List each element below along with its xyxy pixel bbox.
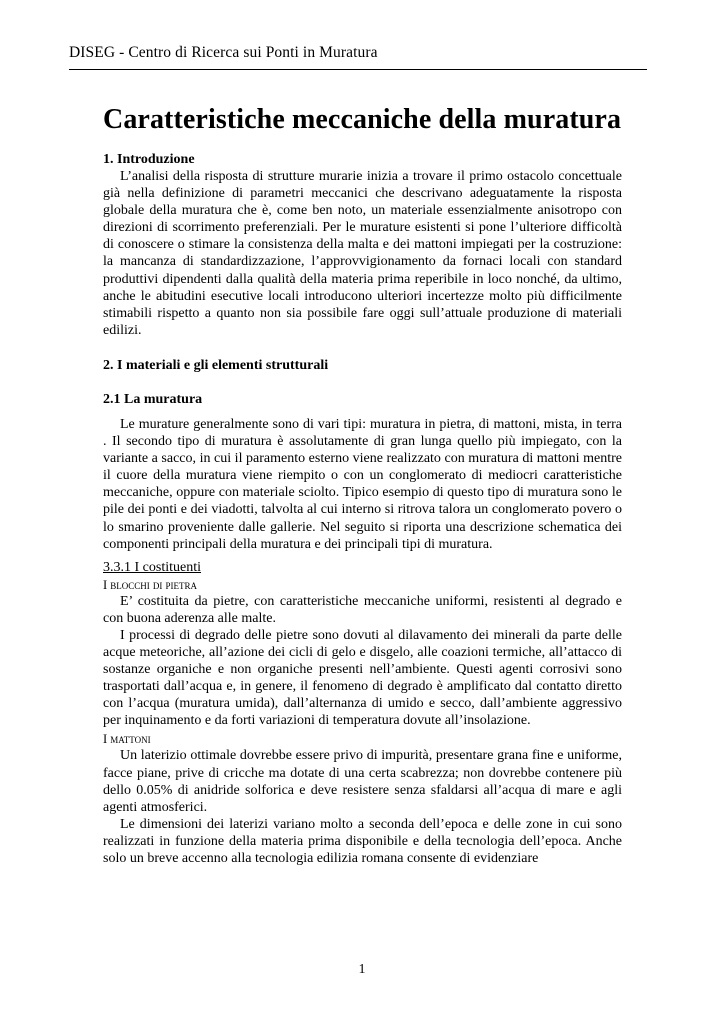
paragraph-mattoni-2: Le dimensioni dei laterizi variano molto a seconda dell’epoca e delle zone in cui sono realizzati in funzione della materia prima disponibile e della tecnologia dell’epoca. Anche solo un breve accenno alla tecnologia edilizia romana consente di evidenziare	[103, 816, 622, 866]
paragraph-introduzione: L’analisi della risposta di strutture murarie inizia a trovare il primo ostacolo concettuale già nella definizione di parametri meccanici che descrivano adeguatamente la risposta globale della muratura che è, come ben noto, un materiale essenzialmente anisotropo con direzioni di scorrimento preferenziali. Per le murature esistenti si pone l’ulteriore difficoltà di conoscere o stimare la consistenza della malta e dei mattoni impiegati per la costruzione: la mancanza di standardizzazione, l’approvvigionamento da fornaci locali con standard produttivi dipendenti dalla qualità della materia prima reperibile in loco nonché, da ultimo, anche le abitudini esecutive locali introducono ulteriori incertezze molto più difficilmente stimabili rispetto a quanto non sia possibile fare oggi sull’attuale produzione di materiali edilizi.	[103, 169, 622, 338]
subsection-heading-costituenti: 3.3.1 I costituenti	[103, 559, 201, 575]
section-heading-materiali: 2. I materiali e gli elementi strutturali	[103, 357, 329, 373]
running-header: DISEG - Centro di Ricerca sui Ponti in Muratura	[69, 44, 378, 61]
paragraph-mattoni-1: Un laterizio ottimale dovrebbe essere privo di impurità, presentare grana fine e uniforme, facce piane, prive di cricche ma dotate di una certa scabrezza; non dovrebbe contenere più dello 0.05% di anidride solforica e deve resistere senza sfaldarsi all’acqua di mare e agli agenti atmosferici.	[103, 748, 622, 815]
header-divider	[69, 69, 647, 70]
paragraph-blocchi-1: E’ costituita da pietre, con caratteristiche meccaniche uniformi, resistenti al degrado e con buona aderenza alle malte.	[103, 593, 622, 626]
subheading-blocchi-di-pietra: I blocchi di pietra	[103, 577, 198, 592]
section-heading-introduzione: 1. Introduzione	[103, 152, 195, 167]
subheading-mattoni: I mattoni	[103, 732, 151, 747]
document-body	[103, 100, 622, 867]
paragraph-muratura: Le murature generalmente sono di vari tipi: muratura in pietra, di mattoni, mista, in terra . Il secondo tipo di muratura è assolutamente di gran lunga quello più impiegato, con la variante a sacco, in cui il paramento esterno viene realizzato con muratura di mattoni mentre il cuore della muratura viene riempito o con un conglomerato di mediocri caratteristiche meccaniche, oppure con materiale sciolto. Tipico esempio di questo tipo di muratura sono le pile dei ponti e dei viadotti, talvolta al cui interno si ritrova talora un conglomerato povero o lo smarino proveniente dalle gallerie. Nel seguito si riporta una descrizione schematica dei componenti principali della muratura e dei principali tipi di muratura.	[103, 416, 622, 552]
page-number: 1	[358, 962, 366, 977]
document-title: Caratteristiche meccaniche della muratura	[103, 104, 622, 135]
paragraph-blocchi-2: I processi di degrado delle pietre sono dovuti al dilavamento dei minerali da parte delle acque meteoriche, all’azione dei cicli di gelo e disgelo, alle coazioni termiche, all’attacco di sostanze organiche e non organiche presenti nell’ambiente. Questi agenti corrosivi sono trasportati dall’acqua e, in genere, il fenomeno di degrado è amplificato dal contatto diretto con l’acqua (muratura umida), dall’alternanza di umido e secco, dall’ambiente aggressivo per inquinamento e da forti variazioni di temperatura dovute all’insolazione.	[103, 627, 622, 729]
section-heading-muratura: 2.1 La muratura	[103, 391, 203, 407]
